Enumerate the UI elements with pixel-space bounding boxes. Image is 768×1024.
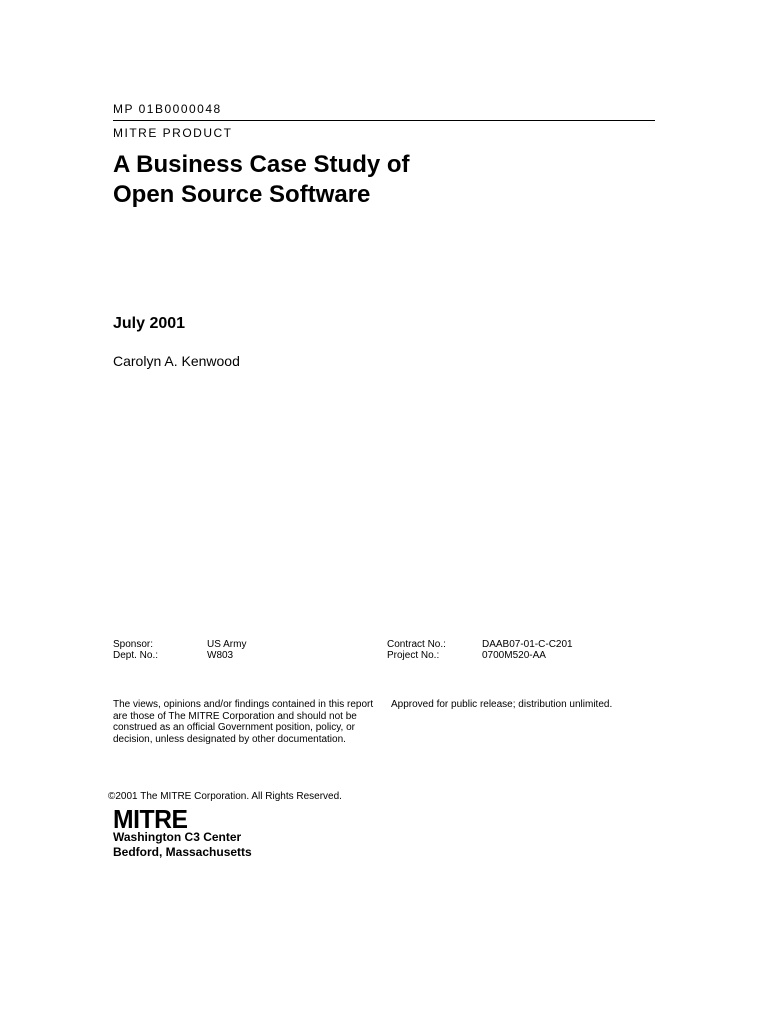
dept-value: W803 xyxy=(207,650,234,661)
dept-label: Dept. No.: xyxy=(113,650,159,661)
center-name: Washington C3 Center xyxy=(113,830,242,844)
disclaimer-text xyxy=(113,699,383,745)
publication-date: July 2001 xyxy=(113,315,186,332)
project-value: 0700M520-AA xyxy=(482,650,546,661)
approval-statement: Approved for public release; distribution unlimited. xyxy=(391,699,613,710)
disclaimer-line-3: construed as an official Government position, policy, or xyxy=(113,722,355,733)
disclaimer-line-1: The views, opinions and/or findings contained in this report xyxy=(113,699,374,710)
center-city: Bedford, Massachusetts xyxy=(113,845,252,859)
center-location xyxy=(113,830,252,860)
project-label: Project No.: xyxy=(387,650,440,661)
copyright-notice: ©2001 The MITRE Corporation. All Rights Reserved. xyxy=(108,791,342,802)
mitre-logo: MITRE xyxy=(113,804,188,834)
document-number: MP 01B0000048 xyxy=(113,102,222,116)
disclaimer-line-2: are those of The MITRE Corporation and should not be xyxy=(113,710,357,722)
contract-value: DAAB07-01-C-C201 xyxy=(482,639,573,650)
title-line-2: Open Source Software xyxy=(113,181,371,208)
disclaimer-line-4: decision, unless designated by other documentation. xyxy=(113,733,346,745)
contract-label: Contract No.: xyxy=(387,639,446,650)
sponsor-label: Sponsor: xyxy=(113,639,154,650)
header-rule xyxy=(113,120,655,121)
sponsor-value: US Army xyxy=(207,639,247,650)
author-name: Carolyn A. Kenwood xyxy=(113,353,240,369)
document-title xyxy=(113,150,410,210)
title-line-1: A Business Case Study of xyxy=(113,151,410,178)
product-label: MITRE PRODUCT xyxy=(113,126,233,140)
